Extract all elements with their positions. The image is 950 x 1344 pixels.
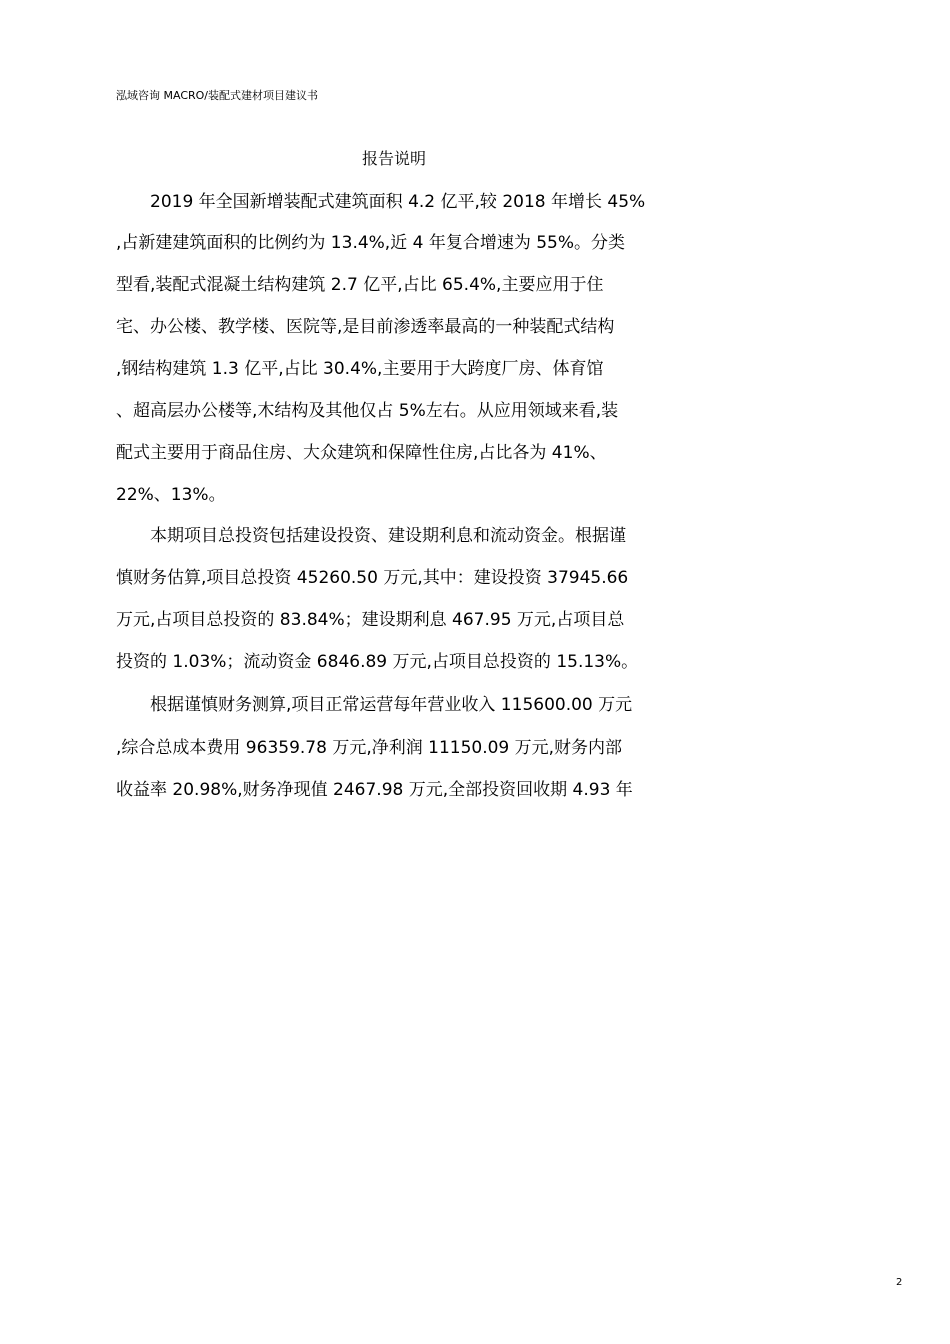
paragraph-2-line-4: 投资的 1.03%；流动资金 6846.89 万元,占项目总投资的 15.13%。 [116,652,639,672]
paragraph-1-line-6: 、超高层办公楼等,木结构及其他仅占 5%左右。从应用领域来看,装 [116,401,619,421]
paragraph-3-line-2: ,综合总成本费用 96359.78 万元,净利润 11150.09 万元,财务内部 [116,738,623,758]
paragraph-1-line-8: 22%、13%。 [116,485,226,505]
page-number: 2 [896,1277,903,1288]
paragraph-1-line-3: 型看,装配式混凝土结构建筑 2.7 亿平,占比 65.4%,主要应用于住 [116,275,604,295]
document-header: 泓域咨询 MACRO/装配式建材项目建议书 [116,89,319,102]
paragraph-2-line-3: 万元,占项目总投资的 83.84%；建设期利息 467.95 万元,占项目总 [116,610,625,630]
paragraph-2-line-1: 本期项目总投资包括建设投资、建设期利息和流动资金。根据谨 [150,526,626,546]
paragraph-3-line-3: 收益率 20.98%,财务净现值 2467.98 万元,全部投资回收期 4.93 年 [116,780,633,800]
paragraph-2-line-2: 慎财务估算,项目总投资 45260.50 万元,其中：建设投资 37945.66 [116,568,629,588]
paragraph-3-line-1: 根据谨慎财务测算,项目正常运营每年营业收入 115600.00 万元 [150,695,633,715]
paragraph-1-line-7: 配式主要用于商品住房、大众建筑和保障性住房,占比各为 41%、 [116,443,607,463]
paragraph-1-line-1: 2019 年全国新增装配式建筑面积 4.2 亿平,较 2018 年增长 45% [150,192,646,212]
paragraph-1-line-5: ,钢结构建筑 1.3 亿平,占比 30.4%,主要用于大跨度厂房、体育馆 [116,359,604,379]
section-title: 报告说明 [361,149,426,168]
paragraph-1-line-2: ,占新建建筑面积的比例约为 13.4%,近 4 年复合增速为 55%。分类 [116,233,626,253]
paragraph-1-line-4: 宅、办公楼、教学楼、医院等,是目前渗透率最高的一种装配式结构 [116,317,615,337]
